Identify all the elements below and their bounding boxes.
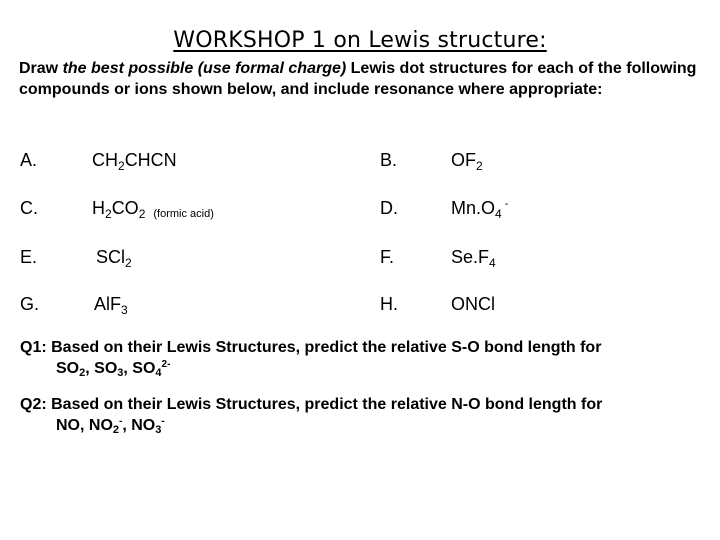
intro-part2: Lewis dot structures for each of the following compounds or ions shown below, and include resonance where appropriate:	[19, 60, 697, 98]
item-b-label: B.	[380, 150, 398, 170]
formula-text: CO	[111, 198, 139, 218]
item-b-formula	[451, 150, 483, 171]
formula-text: Mn.O	[451, 198, 496, 218]
formula-subscript: 4	[495, 207, 502, 221]
question-2	[20, 394, 710, 436]
formula-subscript: 3	[117, 367, 124, 379]
formula-subscript: 2	[105, 207, 112, 221]
formula-text: , NO	[122, 417, 156, 434]
formula-text: SO	[56, 360, 80, 377]
question-1	[20, 337, 710, 379]
formula-text: NO, NO	[56, 417, 113, 434]
item-c-label: C.	[20, 198, 38, 218]
item-c-formula	[92, 198, 214, 219]
formula-text: CH	[92, 150, 118, 170]
instructions	[19, 58, 709, 100]
item-f-label: F.	[380, 247, 395, 267]
formula-subscript: 4	[155, 367, 162, 379]
formula-subscript: 2	[476, 159, 483, 173]
formula-text: OF	[451, 150, 476, 170]
question-1-text: Q1: Based on their Lewis Structures, predict the relative S-O bond length for	[20, 339, 602, 356]
intro-italic: the best possible (use formal charge)	[62, 60, 347, 77]
formula-text: , SO	[85, 360, 118, 377]
formula-text: H	[92, 198, 105, 218]
formula-text: ONCl	[451, 294, 495, 314]
formula-text: AlF	[94, 294, 121, 314]
question-1-formulas	[20, 358, 710, 379]
question-2-formulas	[20, 415, 710, 436]
formula-subscript: 2	[138, 207, 146, 221]
formula-charge: -	[119, 416, 123, 427]
item-f-formula	[451, 247, 496, 268]
formula-text: Se.F	[451, 247, 490, 267]
item-g-formula	[94, 294, 128, 315]
item-d-label: D.	[380, 198, 398, 218]
item-g-label: G.	[20, 294, 40, 314]
formula-subscript: 2	[125, 256, 132, 270]
formula-text: CHCN	[124, 150, 177, 170]
formula-subscript: 2	[79, 367, 86, 379]
formula-subscript: 2	[112, 424, 120, 436]
item-h-formula	[451, 294, 495, 315]
formula-subscript: 3	[121, 303, 128, 317]
item-e-formula	[96, 247, 132, 268]
intro-part1: Draw	[19, 60, 63, 77]
question-2-text: Q2: Based on their Lewis Structures, predict the relative N-O bond length for	[20, 396, 603, 413]
formula-text: , SO	[123, 360, 156, 377]
formula-charge: -	[504, 198, 509, 210]
item-h-label: H.	[380, 294, 398, 314]
formula-subscript: 2	[118, 159, 125, 173]
formula-charge: -	[161, 416, 165, 427]
item-d-formula	[451, 198, 508, 219]
formula-subscript: 4	[489, 256, 496, 270]
item-a-formula	[92, 150, 177, 171]
page-title: WORKSHOP 1 on Lewis structure:	[173, 28, 547, 53]
item-e-label: E.	[20, 247, 38, 267]
item-a-label: A.	[20, 150, 38, 170]
formula-charge: 2-	[161, 359, 171, 370]
formula-note: (formic acid)	[153, 208, 214, 220]
formula-subscript: 3	[155, 424, 162, 436]
formula-text: SCl	[96, 247, 126, 267]
